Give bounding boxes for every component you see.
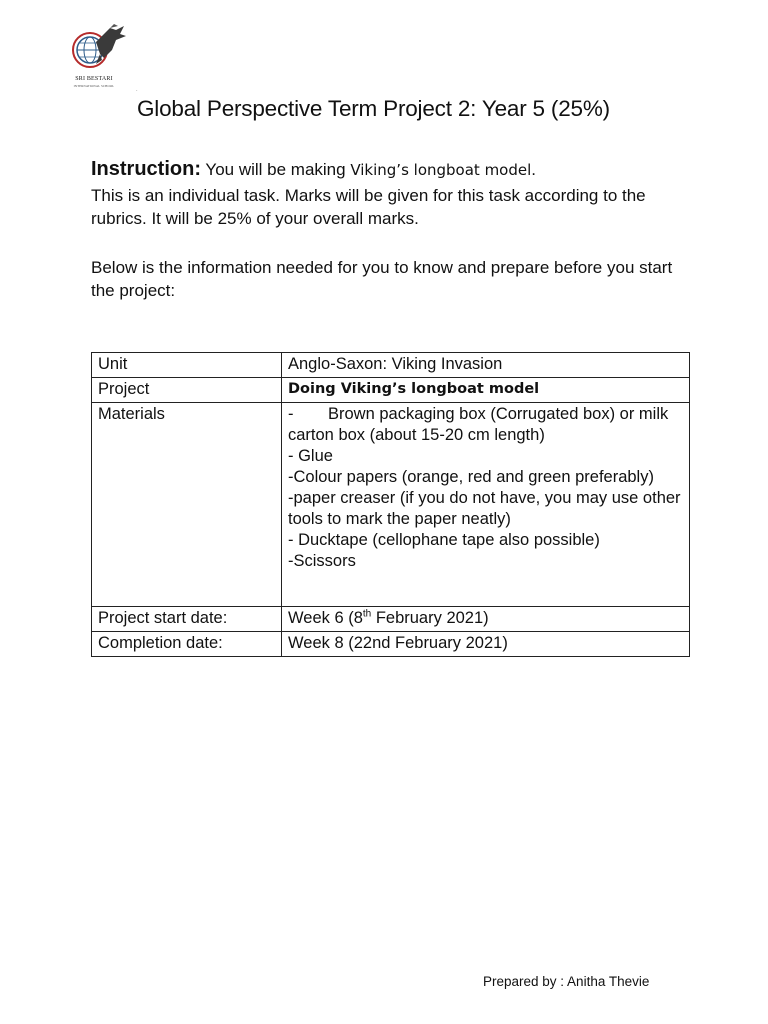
material-item: -paper creaser (if you do not have, you may use other tools to mark the paper neatly) (288, 489, 681, 528)
material-item (288, 404, 683, 446)
school-logo-caption (62, 76, 126, 88)
task-description: This is an individual task. Marks will be given for this task according to the rubrics. It will be 25% of your overall marks. (91, 186, 646, 228)
page-title: Global Perspective Term Project 2: Year 5 (25%) (137, 96, 610, 121)
material-item-text: Brown packaging box (Corrugated box) or milk carton box (about 15-20 cm length) (288, 405, 669, 444)
unit-value: Anglo-Saxon: Viking Invasion (282, 353, 690, 378)
table-row (92, 403, 690, 607)
table-row (92, 353, 690, 378)
start-date-prefix: Week 6 (8 (288, 609, 363, 627)
unit-label: Unit (92, 353, 282, 378)
preparation-note: Below is the information needed for you to know and prepare before you start the project: (91, 258, 673, 300)
header-marker: · (136, 88, 138, 94)
start-date-ordinal: th (362, 608, 372, 620)
materials-spacer (288, 572, 683, 604)
project-info-table (91, 352, 690, 657)
material-item: - Glue (288, 447, 333, 465)
material-item: -Scissors (288, 552, 356, 570)
material-item: -Colour papers (orange, red and green preferably) (288, 468, 654, 486)
materials-label: Materials (92, 403, 282, 607)
material-bullet: - (288, 405, 294, 423)
materials-value (282, 403, 690, 607)
instruction-text-end: . (531, 160, 537, 179)
start-date-label: Project start date: (92, 607, 282, 632)
school-subtitle: INTERNATIONAL SCHOOL (73, 84, 115, 88)
project-value: Doing Viking’s longboat model (282, 378, 690, 403)
project-label: Project (92, 378, 282, 403)
instruction-label: Instruction: (91, 158, 201, 180)
table-row (92, 607, 690, 632)
table-row (92, 378, 690, 403)
completion-date-value: Week 8 (22nd February 2021) (282, 632, 690, 657)
prepared-by: Prepared by : Anitha Thevie (483, 974, 650, 989)
material-item: - Ducktape (cellophane tape also possible) (288, 531, 600, 549)
completion-date-label: Completion date: (92, 632, 282, 657)
instruction-line (91, 158, 691, 182)
start-date-value (282, 607, 690, 632)
instruction-model: Viking’s longboat model (350, 161, 532, 179)
start-date-suffix: February 2021) (371, 609, 489, 627)
table-row (92, 632, 690, 657)
instruction-text: You will be making (201, 160, 351, 179)
school-name: SRI BESTARI (75, 76, 113, 82)
